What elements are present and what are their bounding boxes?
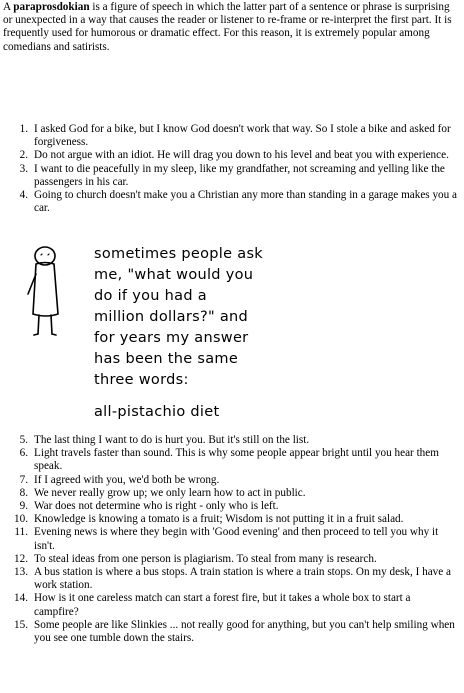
- comic-text-block: [94, 246, 263, 420]
- comic-line: million dollars?" and: [94, 309, 248, 325]
- list-item-number: 6.: [19, 447, 28, 460]
- list-item-number: 4.: [19, 189, 28, 202]
- list-part-2: [0, 434, 464, 645]
- list-item-text: Evening news is where they begin with 'Good evening' and then proceed to tell you why it isn't.: [34, 526, 439, 552]
- list-item-number: 14.: [14, 592, 28, 605]
- list-item-number: 9.: [19, 500, 28, 513]
- list-item-text: We never really grow up; we only learn how to act in public.: [34, 486, 306, 499]
- list-part-1: [0, 123, 464, 215]
- list-item-number: 7.: [19, 473, 28, 486]
- comic-line: do if you had a: [94, 288, 207, 304]
- list-item: [0, 619, 464, 645]
- list-item: [0, 474, 464, 487]
- list-item: [0, 526, 464, 552]
- list-item: [0, 592, 464, 618]
- list-item: [0, 513, 464, 526]
- list-item: [0, 500, 464, 513]
- list-item-text: The last thing I want to do is hurt you. But it's still on the list.: [34, 434, 310, 446]
- list-item-text: How is it one careless match can start a forest fire, but it takes a whole box to start a campfire?: [34, 592, 411, 618]
- intro-paragraph: [3, 1, 461, 54]
- list-item-text: A bus station is where a bus stops. A train station is where a train stops. On my desk, I have a work station.: [34, 566, 451, 592]
- list-item: [0, 189, 464, 215]
- list-item: [0, 123, 464, 149]
- list-item: [0, 566, 464, 592]
- list-item: [0, 149, 464, 162]
- list-item-text: Knowledge is knowing a tomato is a fruit; Wisdom is not putting it in a fruit salad.: [34, 513, 404, 526]
- list-item-number: 1.: [19, 123, 28, 135]
- list-item-number: 3.: [19, 162, 28, 175]
- list-item-number: 12.: [14, 552, 28, 565]
- list-item-text: Do not argue with an idiot. He will drag you down to his level and beat you with experience.: [34, 149, 449, 162]
- comic-line: for years my answer: [94, 330, 249, 346]
- list-item-number: 8.: [19, 486, 28, 499]
- list-item: [0, 163, 464, 189]
- list-item: [0, 447, 464, 473]
- intro-text: is a figure of speech in which the latter part of a sentence or phrase is surprising or unexpected in a way that causes the reader or listener to re-frame or re-interpret the first part. It is frequently used for humorous or dramatic effect. For this reason, it is extremely popular among comedians and satirists.: [3, 1, 452, 53]
- list-item-text: Going to church doesn't make you a Christian any more than standing in a garage makes you a car.: [34, 189, 457, 215]
- comic-line: me, "what would you: [94, 267, 254, 283]
- list-item-text: To steal ideas from one person is plagiarism. To steal from many is research.: [34, 552, 377, 565]
- list-item: [0, 553, 464, 566]
- list-item-number: 10.: [14, 513, 28, 526]
- list-item-text: Some people are like Slinkies ... not really good for anything, but you can't help smiling when you see one tumble down the stairs.: [34, 618, 455, 645]
- list-item: [0, 487, 464, 500]
- list-item-text: I asked God for a bike, but I know God doesn't work that way. So I stole a bike and asked for forgiveness.: [34, 123, 451, 149]
- comic-line: sometimes people ask: [94, 246, 263, 262]
- list-item-number: 15.: [14, 618, 28, 631]
- comic-illustration: [14, 236, 454, 426]
- stick-figure-drawing: [28, 247, 58, 335]
- list-item-number: 13.: [14, 566, 28, 579]
- list-item-text: If I agreed with you, we'd both be wrong.: [34, 473, 220, 486]
- comic-punchline: all-pistachio diet: [94, 404, 220, 420]
- comic-line: three words:: [94, 372, 189, 388]
- intro-article: A: [3, 1, 11, 13]
- comic-line: has been the same: [94, 351, 239, 367]
- list-item: [0, 434, 464, 447]
- list-item-number: 11.: [14, 526, 28, 539]
- list-item-number: 5.: [19, 434, 28, 446]
- intro-term: paraprosdokian: [13, 1, 90, 13]
- list-item-text: War does not determine who is right - only who is left.: [34, 500, 279, 513]
- list-item-number: 2.: [19, 149, 28, 162]
- list-item-text: Light travels faster than sound. This is why some people appear bright until you hear them speak.: [34, 447, 439, 473]
- list-item-text: I want to die peacefully in my sleep, like my grandfather, not screaming and yelling like the passengers in his car.: [34, 162, 445, 188]
